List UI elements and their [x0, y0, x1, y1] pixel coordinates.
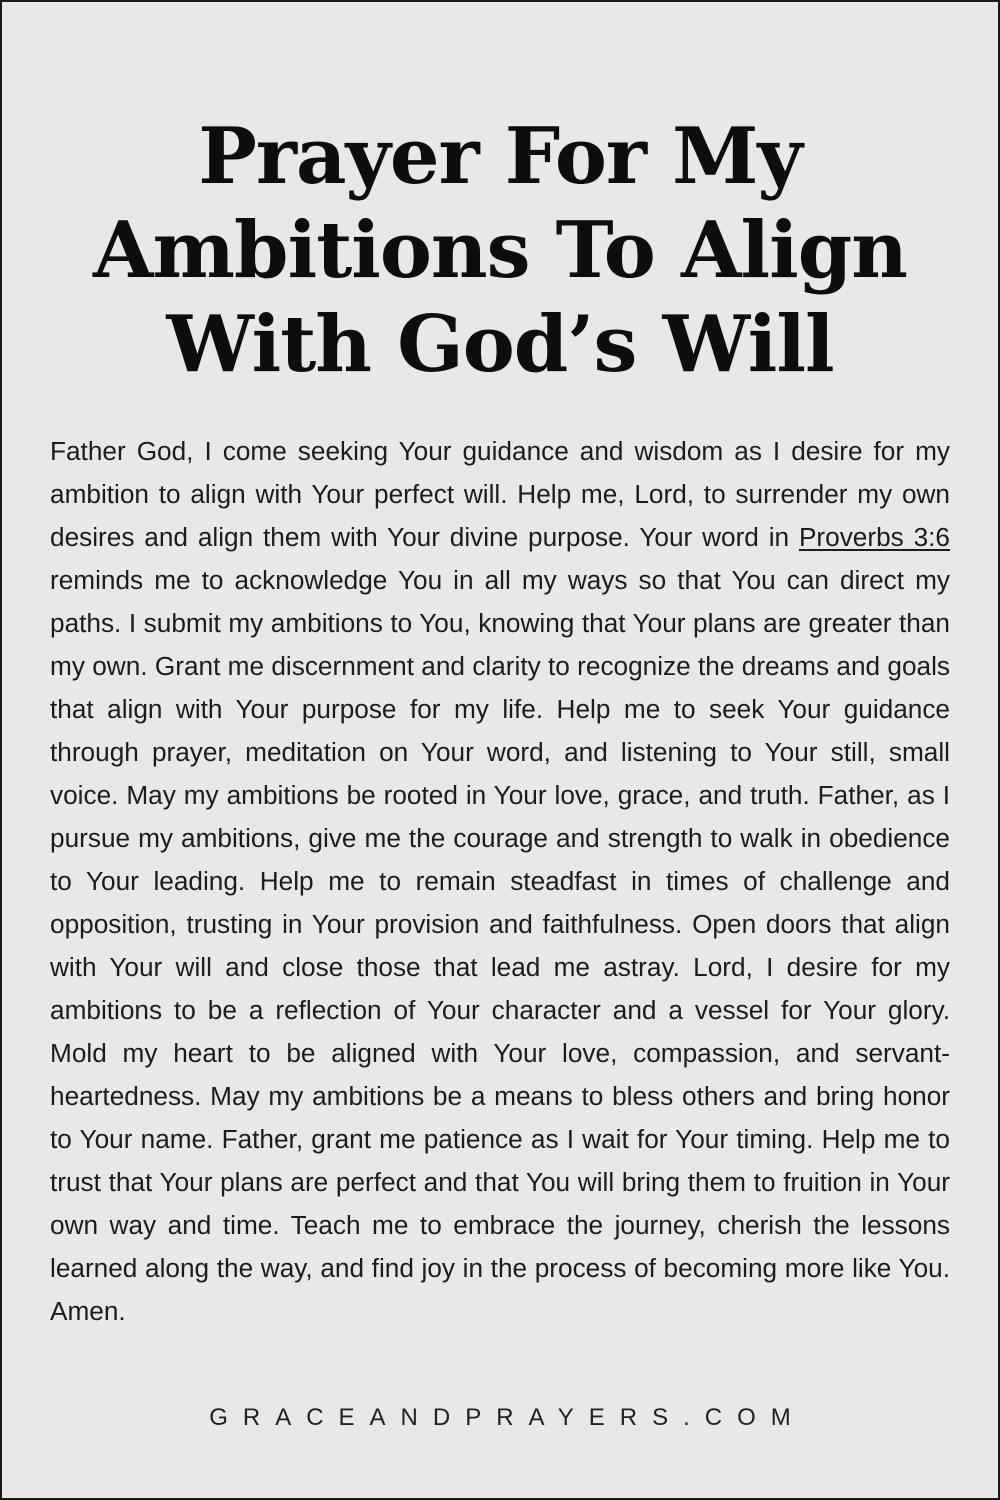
prayer-card	[2, 2, 998, 1498]
prayer-text-intro: Father God, I come seeking Your guidance and wisdom as I desire for my ambition to align with Your perfect will. Help me, Lord, to surrender my own desires and align them with Your divine purpose. Your word in	[50, 436, 950, 552]
website-footer: GRACEANDPRAYERS.COM	[209, 1404, 806, 1431]
prayer-text-continuation: reminds me to acknowledge You in all my ways so that You can direct my paths. I submit my ambitions to You, knowing that Your plans are greater than my own. Grant me discernment and clarity to recognize the dreams and goals that align with Your purpose for my life. Help me to seek Your guidance through prayer, meditation on Your word, and listening to Your still, small voice. May my ambitions be rooted in Your love, grace, and truth. Father, as I pursue my ambitions, give me the courage and strength to walk in obedience to Your leading. Help me to remain steadfast in times of challenge and opposition, trusting in Your provision and faithfulness. Open doors that align with Your will and close those that lead me astray. Lord, I desire for my ambitions to be a reflection of Your character and a vessel for Your glory. Mold my heart to be aligned with Your love, compassion, and servant-heartedness. May my ambitions be a means to bless others and bring honor to Your name. Father, grant me patience as I wait for Your timing. Help me to trust that Your plans are perfect and that You will bring them to fruition in Your own way and time. Teach me to embrace the journey, cherish the lessons learned along the way, and find joy in the process of becoming more like You. Amen.	[50, 565, 950, 1326]
scripture-reference-link[interactable]: Proverbs 3:6	[798, 522, 950, 552]
page-title: Prayer For My Ambitions To Align With God’s Will	[93, 111, 907, 390]
prayer-text	[50, 430, 950, 1333]
